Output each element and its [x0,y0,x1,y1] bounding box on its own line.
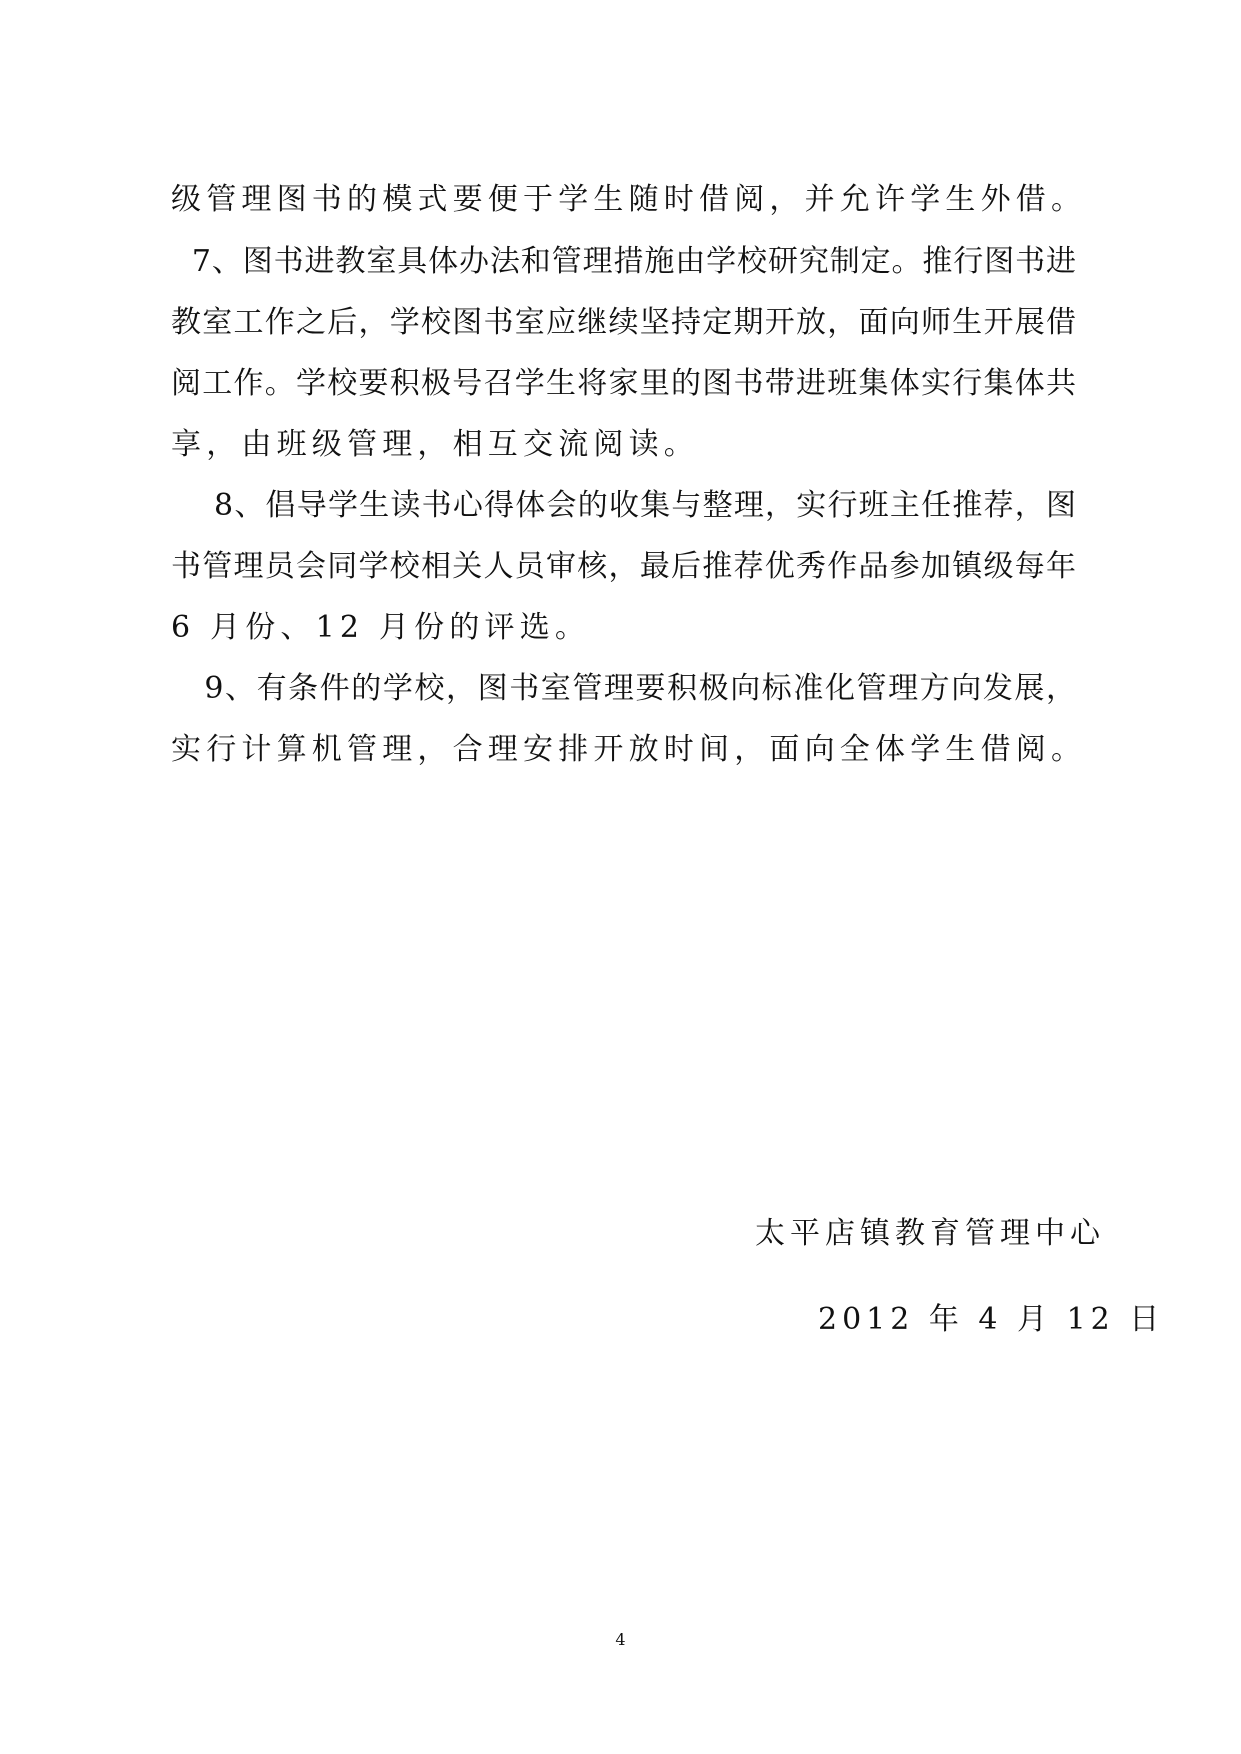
paragraph-line: 教室工作之后，学校图书室应继续坚持定期开放，面向师生开展借 [171,305,1076,340]
paragraph-line: 7、图书进教室具体办法和管理措施由学校研究制定。推行图书进 [171,244,1076,279]
signature-date: 2012 年 4 月 12 日 [818,1302,1165,1337]
signature-organization: 太平店镇教育管理中心 [755,1216,1105,1251]
paragraph-line: 级管理图书的模式要便于学生随时借阅，并允许学生外借。 [171,182,1087,217]
paragraph-line: 享，由班级管理，相互交流阅读。 [171,427,699,462]
page-number: 4 [615,1630,626,1649]
paragraph-line: 8、倡导学生读书心得体会的收集与整理，实行班主任推荐，图 [171,488,1076,523]
paragraph-line: 实行计算机管理，合理安排开放时间，面向全体学生借阅。 [171,732,1087,767]
paragraph-line: 9、有条件的学校，图书室管理要积极向标准化管理方向发展， [171,671,1076,706]
paragraph-line: 6 月份、12 月份的评选。 [171,610,591,645]
paragraph-line: 书管理员会同学校相关人员审核，最后推荐优秀作品参加镇级每年 [171,549,1076,584]
paragraph-line: 阅工作。学校要积极号召学生将家里的图书带进班集体实行集体共 [171,366,1076,401]
